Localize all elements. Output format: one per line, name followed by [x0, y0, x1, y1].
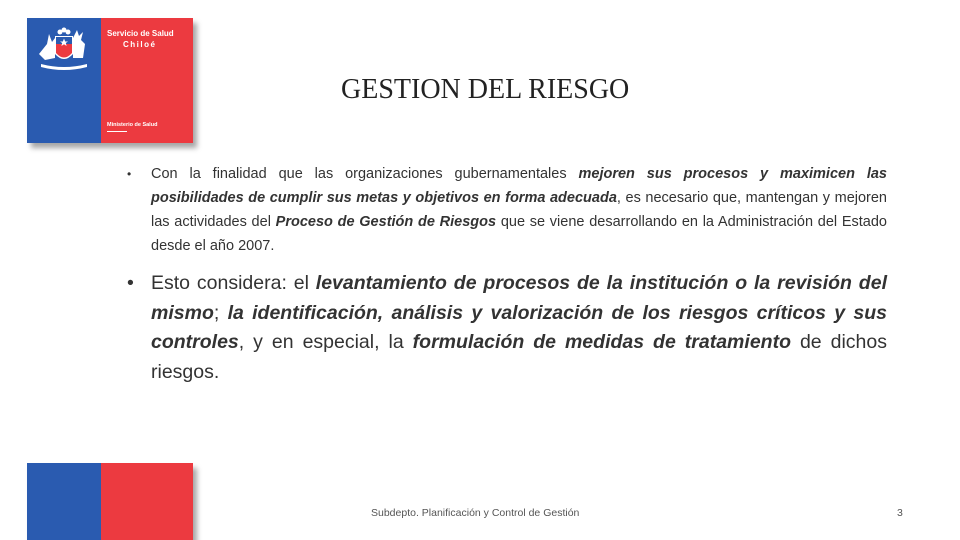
- bullet-marker: •: [127, 167, 132, 181]
- emphasis-run: mejoren sus procesos y maximicen las posibilidades de cumplir sus metas y objetivos en forma adecuada: [151, 166, 887, 206]
- emphasis-run: Proceso de Gestión de Riesgos: [275, 214, 497, 230]
- emphasis-run: formulación de medidas de tratamiento: [412, 331, 791, 353]
- text-run: , es necesario que, mantengan y mejoren las actividades del: [151, 190, 887, 230]
- text-run: Con la finalidad que las organizaciones gubernamentales: [151, 166, 579, 182]
- chile-coat-of-arms-icon: [35, 24, 93, 72]
- emphasis-run: la identificación, análisis y valorización de los riesgos críticos y sus controles: [151, 301, 887, 353]
- text-run: Esto considera: el: [151, 272, 316, 294]
- footer-flag-red: [101, 463, 193, 540]
- text-run: ;: [213, 301, 228, 324]
- slide-title: GESTION DEL RIESGO: [341, 74, 630, 105]
- servicio-salud-logo: [27, 18, 193, 143]
- bullet-marker: •: [127, 272, 134, 294]
- emphasis-run: levantamiento de procesos de la institución o la revisión del mismo: [151, 272, 887, 324]
- page-number: 3: [897, 507, 903, 519]
- footer-text: Subdepto. Planificación y Control de Gestión: [371, 507, 580, 519]
- ministry-label: Ministerio de Salud: [107, 122, 158, 128]
- footer-flag: [27, 463, 193, 540]
- bullet-paragraph-2: [127, 269, 887, 387]
- brand-name: Servicio de Salud: [107, 29, 174, 38]
- text-run: , y en especial, la: [238, 331, 413, 353]
- text-run: de dichos riesgos.: [151, 331, 887, 383]
- ministry-underline: [107, 131, 127, 132]
- footer-flag-blue: [27, 463, 101, 540]
- text-run: que se viene desarrollando en la Administración del Estado desde el año 2007.: [151, 214, 887, 254]
- bullet-paragraph-1: [127, 162, 887, 258]
- brand-region: Chiloé: [123, 40, 157, 49]
